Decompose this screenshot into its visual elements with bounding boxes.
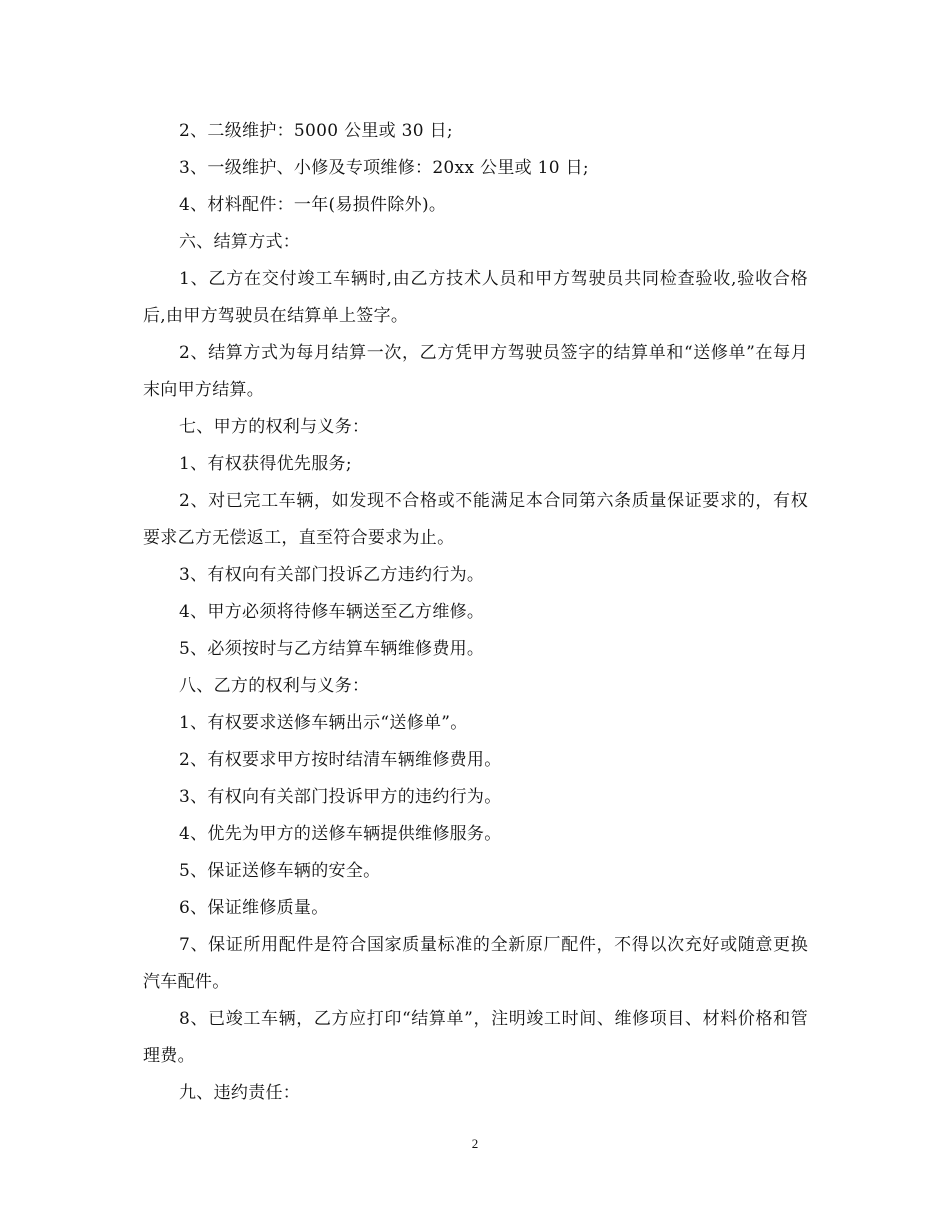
paragraph: 2、二级维护：5000 公里或 30 日; [179, 121, 453, 141]
paragraph: 7、保证所用配件是符合国家质量标准的全新原厂配件，不得以次充好或随意更换汽车配件。 [143, 935, 808, 992]
paragraph: 8、已竣工车辆，乙方应打印“结算单”，注明竣工时间、维修项目、材料价格和管理费。 [143, 1009, 808, 1066]
paragraph: 1、有权获得优先服务; [179, 454, 352, 474]
paragraph: 4、优先为甲方的送修车辆提供维修服务。 [179, 824, 502, 844]
paragraph: 4、材料配件：一年(易损件除外)。 [179, 195, 447, 215]
paragraph: 3、有权向有关部门投诉甲方的违约行为。 [179, 787, 502, 807]
paragraph: 3、一级维护、小修及专项维修：20xx 公里或 10 日; [179, 158, 589, 178]
paragraph: 4、甲方必须将待修车辆送至乙方维修。 [179, 602, 485, 622]
paragraph: 6、保证维修质量。 [179, 898, 329, 918]
paragraph: 3、有权向有关部门投诉乙方违约行为。 [179, 565, 485, 585]
paragraph: 5、必须按时与乙方结算车辆维修费用。 [179, 639, 485, 659]
paragraph: 5、保证送修车辆的安全。 [179, 861, 381, 881]
paragraph: 2、结算方式为每月结算一次，乙方凭甲方驾驶员签字的结算单和“送修单”在每月末向甲方结算。 [143, 343, 808, 400]
paragraph: 2、对已完工车辆，如发现不合格或不能满足本合同第六条质量保证要求的，有权要求乙方无偿返工，直至符合要求为止。 [143, 491, 808, 548]
section-heading: 六、结算方式： [179, 232, 301, 252]
page-number: 2 [471, 1136, 479, 1151]
paragraph: 1、乙方在交付竣工车辆时,由乙方技术人员和甲方驾驶员共同检查验收,验收合格后,由甲方驾驶员在结算单上签字。 [143, 269, 808, 326]
section-heading: 八、乙方的权利与义务： [179, 676, 370, 696]
paragraph: 2、有权要求甲方按时结清车辆维修费用。 [179, 750, 502, 770]
section-heading: 七、甲方的权利与义务： [179, 417, 370, 437]
document-body [143, 113, 808, 1112]
paragraph: 1、有权要求送修车辆出示“送修单”。 [179, 713, 468, 733]
section-heading: 九、违约责任： [179, 1083, 301, 1103]
